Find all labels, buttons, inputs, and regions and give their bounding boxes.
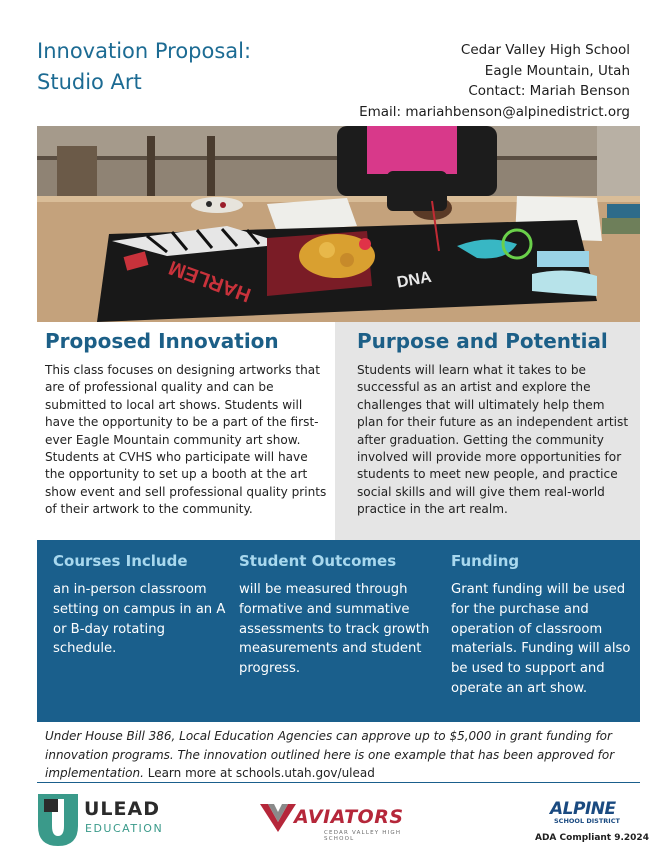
ada-compliance-label: ADA Compliant 9.2024 bbox=[535, 833, 649, 843]
aviators-word: AVIATORS bbox=[294, 806, 404, 828]
courses-body: an in-person classroom setting on campus in an A or B-day rotating schedule. bbox=[53, 582, 226, 657]
purpose-potential-panel bbox=[335, 322, 640, 540]
contact-email[interactable]: Email: mariahbenson@alpinedistrict.org bbox=[359, 103, 630, 120]
ulead-logo bbox=[36, 792, 176, 848]
funding-heading: Funding bbox=[451, 552, 520, 570]
two-column-section bbox=[37, 322, 640, 540]
outcomes-body: will be measured through formative and summative assessments to track growth measurements and student progress. bbox=[239, 582, 430, 677]
page-title bbox=[37, 36, 251, 98]
courses-heading: Courses Include bbox=[53, 552, 188, 570]
painting-text-dna: DNA bbox=[395, 268, 433, 292]
courses-column bbox=[53, 550, 228, 659]
hero-photo bbox=[37, 126, 640, 322]
divider bbox=[37, 782, 640, 783]
contact-name: Contact: Mariah Benson bbox=[468, 83, 630, 99]
alpine-logo bbox=[548, 798, 638, 828]
outcomes-column bbox=[239, 550, 439, 679]
proposed-body: This class focuses on designing artworks that are of professional quality and can be submitted to local art shows. Students will have the opportunity to be a part of the first-ever Eagle Mountain community art show. Students at CVHS who participate will have the opportunity to set up a booth at the art show event and sell professional quality prints of their artwork to the community. bbox=[45, 363, 327, 517]
aviators-sub: CEDAR VALLEY HIGH SCHOOL bbox=[324, 830, 402, 842]
school-location: Eagle Mountain, Utah bbox=[484, 62, 630, 79]
outcomes-heading: Student Outcomes bbox=[239, 552, 397, 570]
footnote bbox=[45, 727, 635, 783]
title-line-1: Innovation Proposal: bbox=[37, 39, 252, 63]
title-line-2: Studio Art bbox=[37, 70, 142, 94]
details-band bbox=[37, 540, 640, 722]
art-class-illustration bbox=[37, 126, 640, 322]
purpose-heading: Purpose and Potential bbox=[357, 329, 608, 353]
footnote-link-text[interactable]: Learn more at schools.utah.gov/ulead bbox=[143, 766, 375, 781]
funding-body: Grant funding will be used for the purchase and operation of classroom materials. Funding will also be used to support and operate an art show. bbox=[451, 582, 631, 696]
page-header bbox=[0, 0, 667, 126]
painting-text-harlem: HARLEM bbox=[166, 255, 254, 306]
alpine-word: ALPINE bbox=[550, 799, 616, 819]
contact-block bbox=[359, 40, 630, 122]
purpose-body: Students will learn what it takes to be successful as an artist and explore the challenges that will ultimately help them plan for their future as an independent artist after graduation. Getting the community involved will provide more opportunities for students to meet new people, and practice social skills and will give them real-world practice in the art realm. bbox=[357, 363, 629, 517]
aviators-wing-icon bbox=[258, 800, 298, 836]
funding-column bbox=[451, 550, 631, 699]
aviators-logo bbox=[258, 800, 428, 840]
ulead-sub: EDUCATION bbox=[85, 822, 164, 835]
ulead-name: ULEAD bbox=[84, 798, 160, 820]
proposed-heading: Proposed Innovation bbox=[45, 329, 279, 353]
alpine-sub: SCHOOL DISTRICT bbox=[554, 817, 620, 825]
footnote-italic: Under House Bill 386, Local Education Agencies can approve up to $5,000 in grant funding for innovation programs. The innovation outlined here is one example that has been approved for implementation. bbox=[45, 729, 615, 781]
school-name: Cedar Valley High School bbox=[460, 42, 630, 58]
proposed-innovation-panel bbox=[37, 322, 335, 540]
ulead-mark-icon bbox=[36, 792, 80, 848]
